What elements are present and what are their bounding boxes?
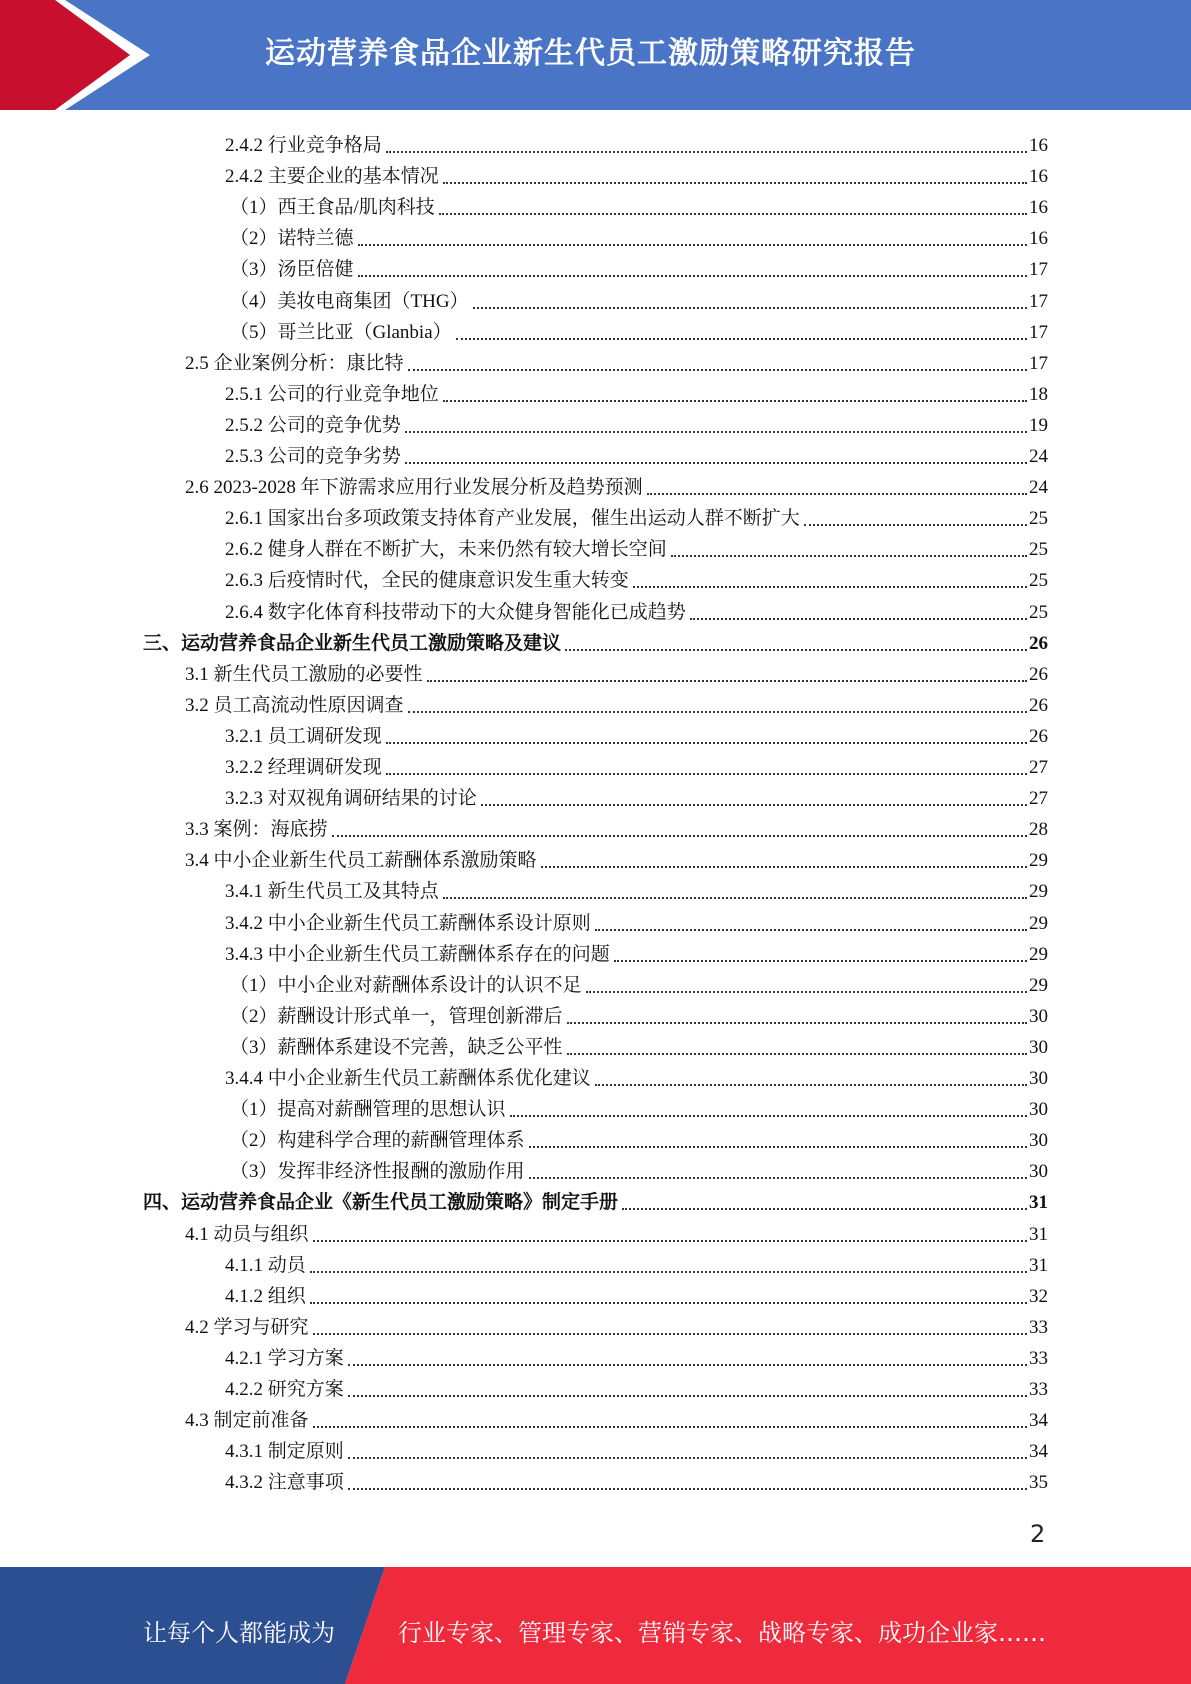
toc-entry[interactable] [185,469,1048,500]
toc-entry-label: 三、运动营养食品企业新生代员工激励策略及建议 [143,633,562,654]
page-footer [0,1567,1191,1684]
toc-entry[interactable] [185,1216,1048,1247]
report-title: 运动营养食品企业新生代员工激励策略研究报告 [265,36,916,71]
footer-slogan-right: 行业专家、管理专家、营销专家、战略专家、成功企业家…… [398,1619,1046,1647]
toc-dot-leader [408,369,1027,371]
toc-entry[interactable] [225,1340,1048,1371]
toc-dot-leader [647,493,1027,495]
toc-entry-label: （3）发挥非经济性报酬的激励作用 [230,1161,525,1182]
toc-entry-label: （5）哥兰比亚（Glanbia） [230,322,452,343]
toc-entry-label: 4.2.2 研究方案 [225,1379,344,1400]
toc-dot-leader [622,1208,1027,1210]
toc-entry-label: （2）薪酬设计形式单一，管理创新滞后 [230,1006,563,1027]
toc-dot-leader [313,1426,1027,1428]
toc-dot-leader [529,1146,1027,1148]
toc-entry-page: 16 [1029,166,1048,187]
toc-entry-label: 2.5.1 公司的行业竞争地位 [225,384,439,405]
toc-entry[interactable] [225,873,1048,904]
toc-dot-leader [358,275,1027,277]
toc-entry-page: 30 [1029,1037,1048,1058]
toc-entry[interactable] [185,811,1048,842]
toc-entry[interactable] [185,687,1048,718]
toc-entry-label: 2.5.3 公司的竞争劣势 [225,446,401,467]
toc-entry-label: 2.5.2 公司的竞争优势 [225,415,401,436]
toc-dot-leader [310,1302,1027,1304]
toc-entry-page: 34 [1029,1410,1048,1431]
toc-dot-leader [310,1271,1027,1273]
toc-entry-label: 四、运动营养食品企业《新生代员工激励策略》制定手册 [143,1192,619,1213]
toc-entry-label: 2.6.3 后疫情时代，全民的健康意识发生重大转变 [225,570,629,591]
toc-dot-leader [386,151,1027,153]
toc-entry-page: 26 [1029,695,1048,716]
toc-entry-page: 24 [1029,477,1048,498]
toc-entry-page: 31 [1029,1255,1048,1276]
toc-dot-leader [313,1333,1027,1335]
toc-dot-leader [690,618,1027,620]
toc-entry-page: 30 [1029,1130,1048,1151]
toc-dot-leader [473,307,1027,309]
toc-entry[interactable] [225,438,1048,469]
toc-entry-label: 4.3.2 注意事项 [225,1472,344,1493]
page-number: 2 [1030,1520,1046,1548]
toc-entry-page: 34 [1029,1441,1048,1462]
toc-entry[interactable] [225,1278,1048,1309]
toc-entry[interactable] [230,283,1048,314]
toc-entry-page: 35 [1029,1472,1048,1493]
toc-entry[interactable] [225,500,1048,531]
toc-dot-leader [405,431,1027,433]
toc-entry[interactable] [225,127,1048,158]
toc-dot-leader [332,835,1027,837]
toc-dot-leader [348,1395,1027,1397]
toc-dot-leader [427,680,1027,682]
toc-dot-leader [408,711,1027,713]
toc-entry[interactable] [230,998,1048,1029]
toc-entry-page: 25 [1029,508,1048,529]
toc-entry[interactable] [185,1402,1048,1433]
toc-dot-leader [804,524,1027,526]
toc-dot-leader [510,1115,1027,1117]
toc-entry-label: 4.3 制定前准备 [185,1410,309,1431]
toc-entry-label: 4.2 学习与研究 [185,1317,309,1338]
toc-entry[interactable] [225,594,1048,625]
toc-entry-page: 17 [1029,322,1048,343]
toc-entry-label: 2.5 企业案例分析：康比特 [185,353,404,374]
toc-entry-page: 26 [1029,664,1048,685]
toc-dot-leader [529,1177,1027,1179]
toc-dot-leader [671,555,1027,557]
toc-entry-label: 3.2.1 员工调研发现 [225,726,382,747]
toc-entry-page: 29 [1029,850,1048,871]
toc-dot-leader [481,804,1027,806]
toc-entry[interactable] [225,531,1048,562]
toc-entry[interactable] [225,562,1048,593]
toc-entry-label: 3.4.2 中小企业新生代员工薪酬体系设计原则 [225,913,591,934]
toc-entry-page: 17 [1029,291,1048,312]
toc-entry[interactable] [230,967,1048,998]
toc-dot-leader [313,1240,1027,1242]
toc-entry-page: 28 [1029,819,1048,840]
toc-entry[interactable] [230,189,1048,220]
toc-entry-label: 3.2.2 经理调研发现 [225,757,382,778]
toc-entry-page: 18 [1029,384,1048,405]
toc-entry-page: 17 [1029,353,1048,374]
toc-entry-page: 29 [1029,881,1048,902]
toc-dot-leader [358,244,1027,246]
footer-slogan-left: 让每个人都能成为 [143,1619,335,1647]
toc-entry[interactable] [230,1122,1048,1153]
toc-entry-page: 19 [1029,415,1048,436]
toc-entry-label: 3.4.1 新生代员工及其特点 [225,881,439,902]
toc-entry[interactable] [225,718,1048,749]
toc-dot-leader [405,462,1027,464]
toc-dot-leader [348,1457,1027,1459]
toc-dot-leader [586,991,1027,993]
toc-entry-page: 30 [1029,1161,1048,1182]
toc-entry-label: （4）美妆电商集团（THG） [230,291,469,312]
toc-entry[interactable] [225,905,1048,936]
toc-entry-page: 26 [1029,726,1048,747]
page-header [0,0,1191,110]
toc-dot-leader [595,1084,1027,1086]
toc-dot-leader [439,213,1027,215]
toc-dot-leader [633,586,1027,588]
toc-entry[interactable] [185,1309,1048,1340]
toc-entry-label: 2.6 2023-2028 年下游需求应用行业发展分析及趋势预测 [185,477,643,498]
toc-entry-page: 29 [1029,975,1048,996]
toc-entry-page: 25 [1029,570,1048,591]
toc-entry[interactable] [230,1153,1048,1184]
toc-entry[interactable] [225,407,1048,438]
toc-entry-page: 30 [1029,1068,1048,1089]
toc-dot-leader [565,649,1027,651]
toc-entry-label: 4.3.1 制定原则 [225,1441,344,1462]
toc-dot-leader [443,897,1027,899]
toc-entry-label: 2.6.2 健身人群在不断扩大，未来仍然有较大增长空间 [225,539,667,560]
toc-entry-page: 29 [1029,944,1048,965]
toc-entry-page: 31 [1029,1224,1048,1245]
toc-entry-page: 24 [1029,446,1048,467]
toc-entry-label: （1）西王食品/肌肉科技 [230,197,435,218]
toc-dot-leader [595,929,1027,931]
toc-entry[interactable] [225,1247,1048,1278]
toc-entry-page: 16 [1029,197,1048,218]
toc-entry-label: 2.6.4 数字化体育科技带动下的大众健身智能化已成趋势 [225,602,686,623]
toc-dot-leader [443,182,1027,184]
toc-entry-label: 4.2.1 学习方案 [225,1348,344,1369]
toc-entry-page: 33 [1029,1379,1048,1400]
toc-entry-page: 33 [1029,1317,1048,1338]
toc-entry-label: （1）提高对薪酬管理的思想认识 [230,1099,506,1120]
toc-entry-page: 31 [1029,1192,1048,1213]
toc-entry-label: 4.1 动员与组织 [185,1224,309,1245]
toc-entry[interactable] [230,220,1048,251]
toc-entry-page: 26 [1029,633,1048,654]
toc-entry[interactable] [230,1091,1048,1122]
toc-entry[interactable] [225,936,1048,967]
toc-dot-leader [443,400,1027,402]
toc-entry-label: 3.4.3 中小企业新生代员工薪酬体系存在的问题 [225,944,610,965]
toc-entry-label: 3.2 员工高流动性原因调查 [185,695,404,716]
toc-entry-page: 25 [1029,539,1048,560]
toc-entry[interactable] [185,656,1048,687]
toc-entry-label: 4.1.1 动员 [225,1255,306,1276]
toc-entry-page: 17 [1029,259,1048,280]
toc-entry-page: 27 [1029,757,1048,778]
toc-entry[interactable] [143,1184,1048,1215]
toc-entry-label: 4.1.2 组织 [225,1286,306,1307]
toc-entry-label: 3.4 中小企业新生代员工薪酬体系激励策略 [185,850,537,871]
toc-entry-label: 3.2.3 对双视角调研结果的讨论 [225,788,477,809]
toc-entry[interactable] [225,1060,1048,1091]
toc-entry-label: （3）汤臣倍健 [230,259,354,280]
toc-entry-label: 3.1 新生代员工激励的必要性 [185,664,423,685]
toc-dot-leader [386,742,1027,744]
toc-entry-page: 27 [1029,788,1048,809]
toc-dot-leader [567,1022,1027,1024]
toc-entry-page: 25 [1029,602,1048,623]
toc-entry[interactable] [225,158,1048,189]
toc-entry-page: 16 [1029,135,1048,156]
toc-entry-label: （2）诺特兰德 [230,228,354,249]
toc-entry-page: 32 [1029,1286,1048,1307]
toc-dot-leader [541,866,1027,868]
toc-entry[interactable] [230,314,1048,345]
toc-entry-label: 2.4.2 主要企业的基本情况 [225,166,439,187]
toc-entry-label: 2.4.2 行业竞争格局 [225,135,382,156]
toc-entry[interactable] [225,780,1048,811]
toc-entry[interactable] [225,749,1048,780]
toc-entry-label: （3）薪酬体系建设不完善，缺乏公平性 [230,1037,563,1058]
toc-entry-page: 33 [1029,1348,1048,1369]
toc-entry-page: 30 [1029,1099,1048,1120]
toc-entry[interactable] [225,1464,1048,1495]
toc-entry[interactable] [185,345,1048,376]
toc-entry-label: （2）构建科学合理的薪酬管理体系 [230,1130,525,1151]
toc-dot-leader [348,1488,1027,1490]
toc-entry[interactable] [230,1029,1048,1060]
toc-entry[interactable] [185,842,1048,873]
toc-dot-leader [456,338,1027,340]
toc-entry[interactable] [225,1371,1048,1402]
toc-entry-label: 2.6.1 国家出台多项政策支持体育产业发展，催生出运动人群不断扩大 [225,508,800,529]
toc-entry[interactable] [143,625,1048,656]
toc-dot-leader [614,960,1027,962]
toc-dot-leader [567,1053,1027,1055]
toc-entry[interactable] [225,376,1048,407]
toc-entry-page: 29 [1029,913,1048,934]
toc-entry-page: 16 [1029,228,1048,249]
toc-entry-label: 3.4.4 中小企业新生代员工薪酬体系优化建议 [225,1068,591,1089]
toc-entry[interactable] [230,251,1048,282]
toc-entry-label: （1）中小企业对薪酬体系设计的认识不足 [230,975,582,996]
toc-entry-page: 30 [1029,1006,1048,1027]
toc-entry-label: 3.3 案例：海底捞 [185,819,328,840]
toc-entry[interactable] [225,1433,1048,1464]
toc-dot-leader [386,773,1027,775]
toc-dot-leader [348,1364,1027,1366]
